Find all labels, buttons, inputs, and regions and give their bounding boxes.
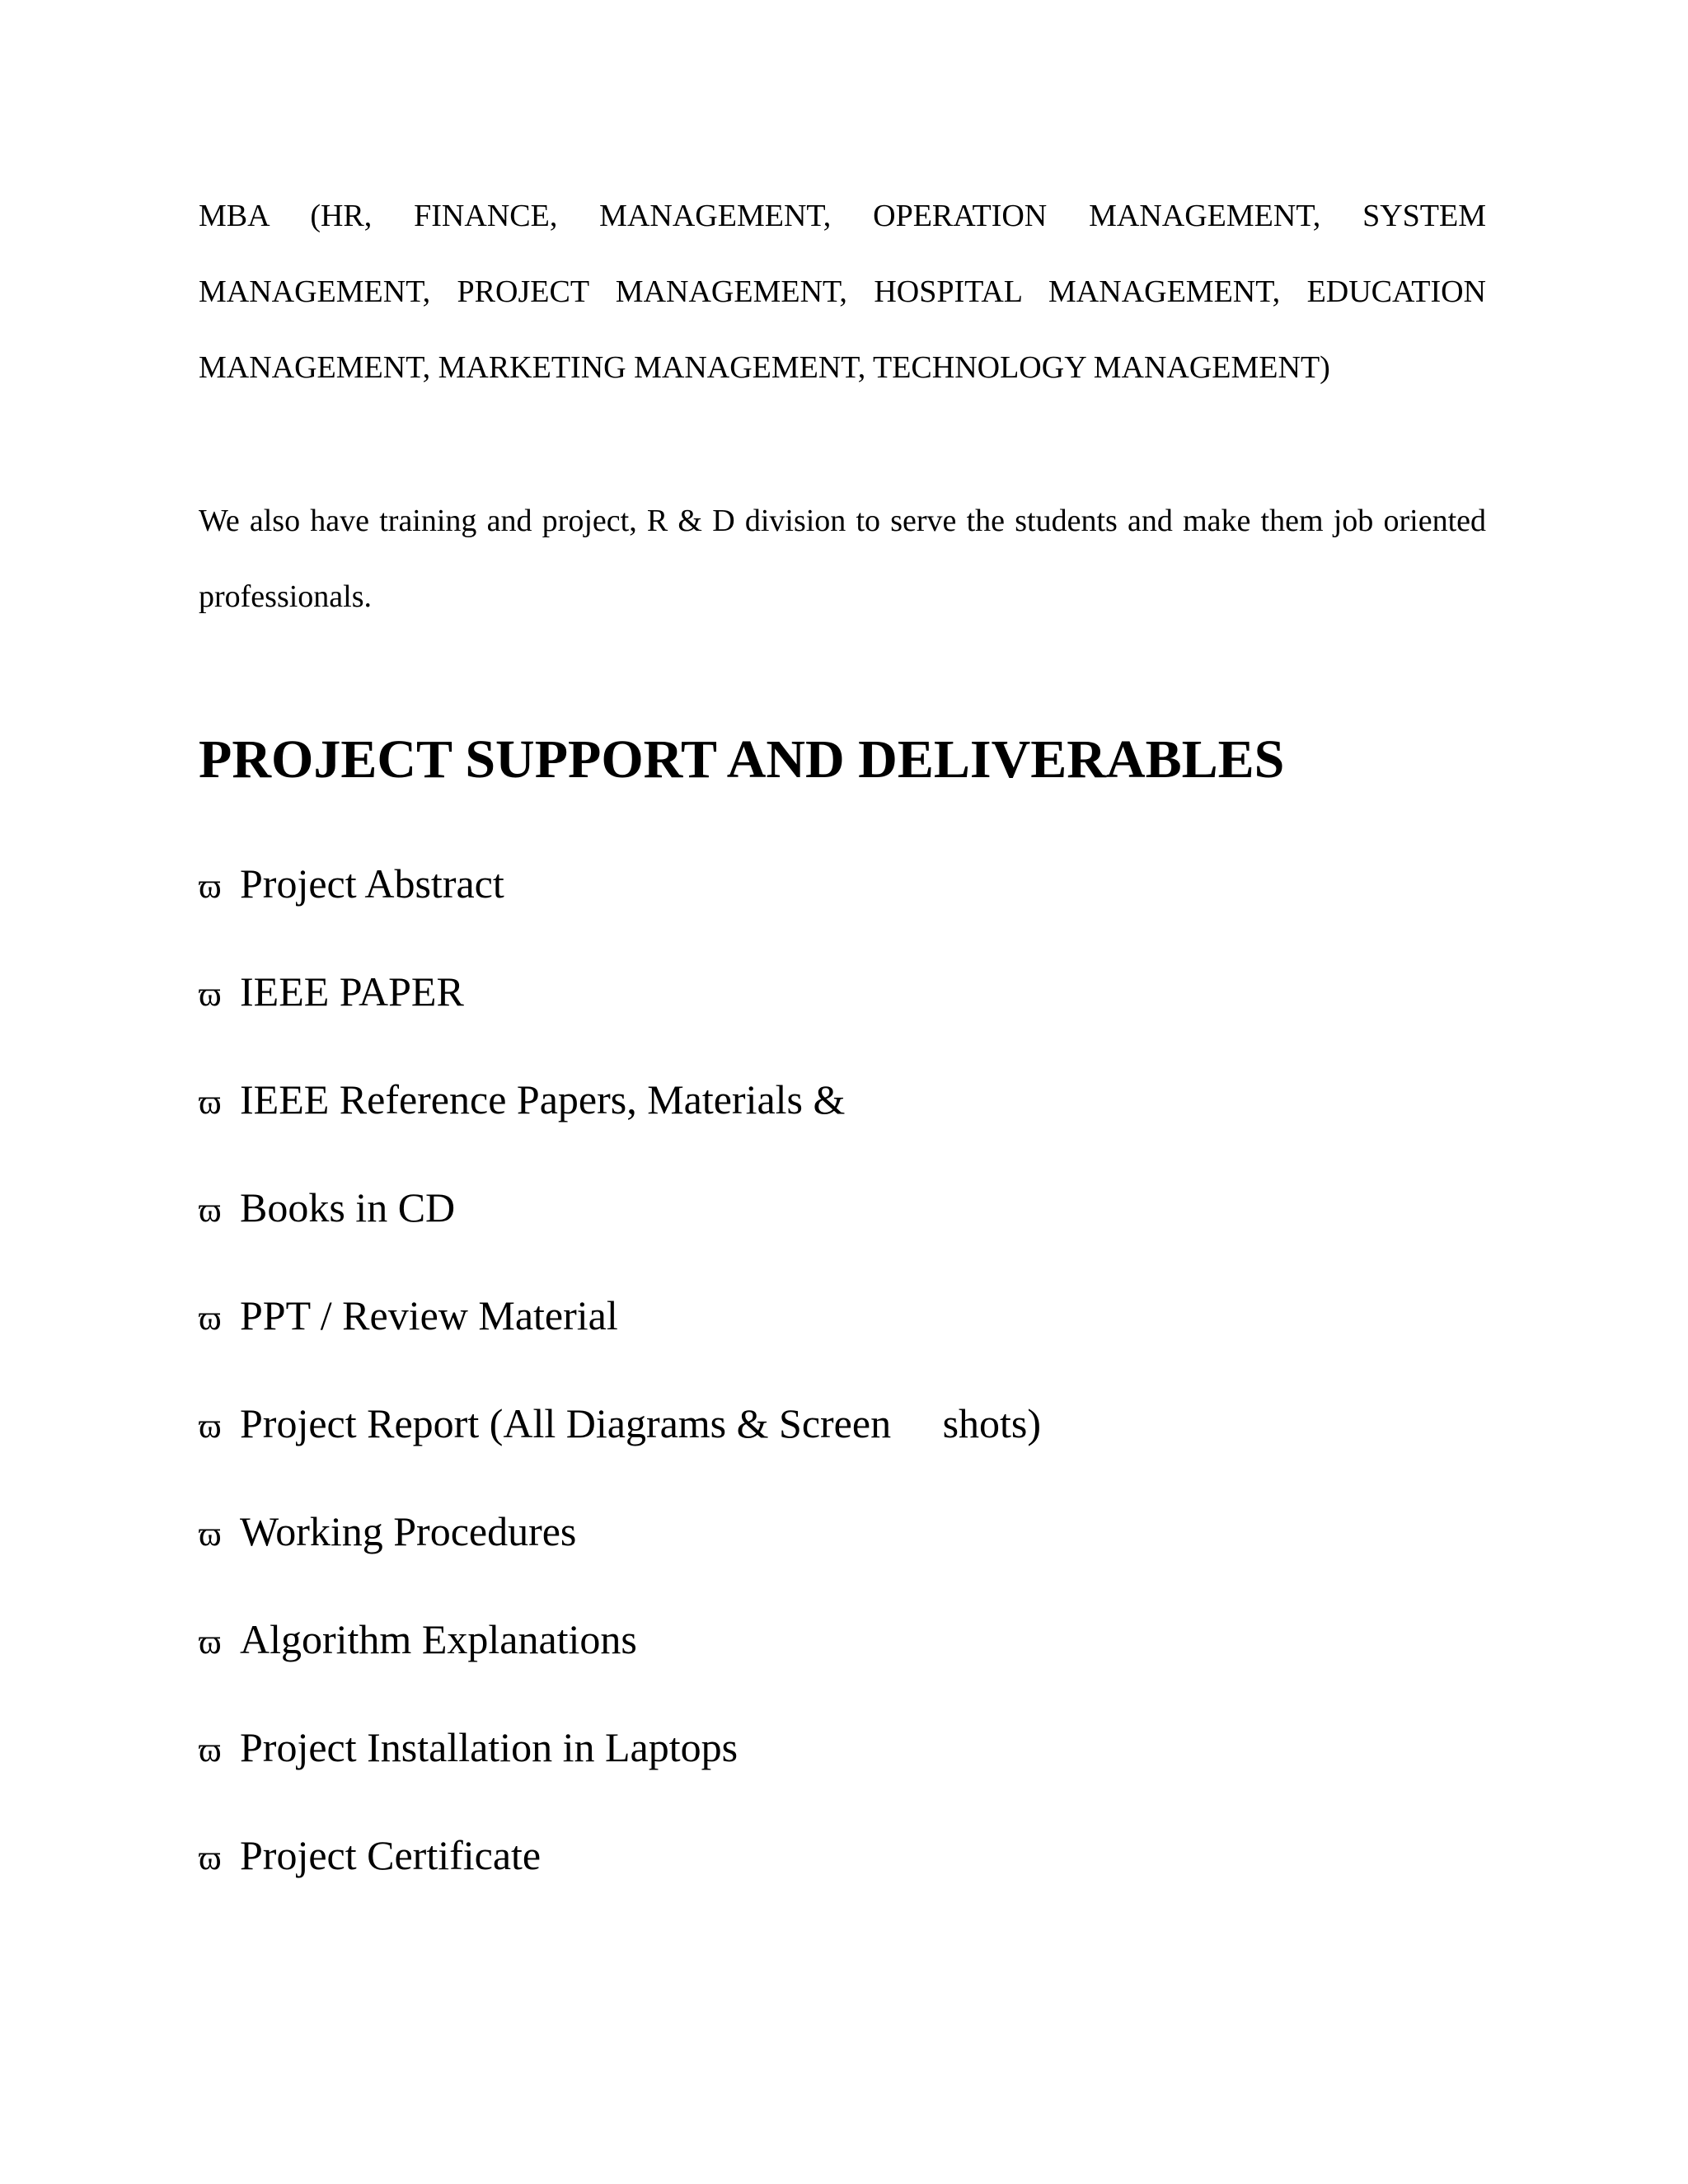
list-item-label: PPT / Review Material bbox=[240, 1292, 618, 1338]
list-item bbox=[199, 1706, 1041, 1814]
bullet-symbol: ϖ bbox=[199, 1084, 222, 1122]
bullet-symbol: ϖ bbox=[199, 976, 222, 1014]
list-item-label: Working Procedures bbox=[240, 1508, 577, 1554]
training-paragraph: We also have training and project, R & D division to serve the students and make them job oriented professionals. bbox=[199, 504, 1486, 614]
list-item-label: Project Installation in Laptops bbox=[240, 1724, 738, 1770]
deliverables-list bbox=[199, 842, 1041, 1922]
list-item bbox=[199, 1166, 1041, 1274]
bullet-symbol: ϖ bbox=[199, 868, 222, 906]
list-item-label: IEEE PAPER bbox=[240, 968, 464, 1015]
list-item bbox=[199, 950, 1041, 1058]
bullet-symbol: ϖ bbox=[199, 1624, 222, 1661]
list-item bbox=[199, 1274, 1041, 1382]
list-item bbox=[199, 1490, 1041, 1598]
list-item-label: Algorithm Explanations bbox=[240, 1616, 637, 1662]
list-item bbox=[199, 1814, 1041, 1922]
list-item-label: IEEE Reference Papers, Materials & bbox=[240, 1076, 846, 1122]
list-item bbox=[199, 842, 1041, 950]
bullet-symbol: ϖ bbox=[199, 1516, 222, 1554]
bullet-symbol: ϖ bbox=[199, 1300, 222, 1338]
section-heading: PROJECT SUPPORT AND DELIVERABLES bbox=[199, 729, 1285, 790]
list-item bbox=[199, 1058, 1041, 1166]
bullet-symbol: ϖ bbox=[199, 1840, 222, 1877]
list-item-label: Books in CD bbox=[240, 1184, 456, 1230]
list-item-label: Project Report (All Diagrams & Screen shots) bbox=[240, 1400, 1042, 1446]
list-item-label: Project Certificate bbox=[240, 1832, 542, 1878]
list-item-label: Project Abstract bbox=[240, 860, 504, 907]
mba-specializations-paragraph: MBA (HR, FINANCE, MANAGEMENT, OPERATION MANAGEMENT, SYSTEM MANAGEMENT, PROJECT MANAGEMENT, HOSPITAL MANAGEMENT, EDUCATION MANAGEMENT, MARKETING MANAGEMENT, TECHNOLOGY MANAGEMENT) bbox=[199, 199, 1486, 385]
list-item bbox=[199, 1598, 1041, 1706]
list-item bbox=[199, 1382, 1041, 1490]
bullet-symbol: ϖ bbox=[199, 1408, 222, 1446]
bullet-symbol: ϖ bbox=[199, 1732, 222, 1769]
bullet-symbol: ϖ bbox=[199, 1192, 222, 1230]
